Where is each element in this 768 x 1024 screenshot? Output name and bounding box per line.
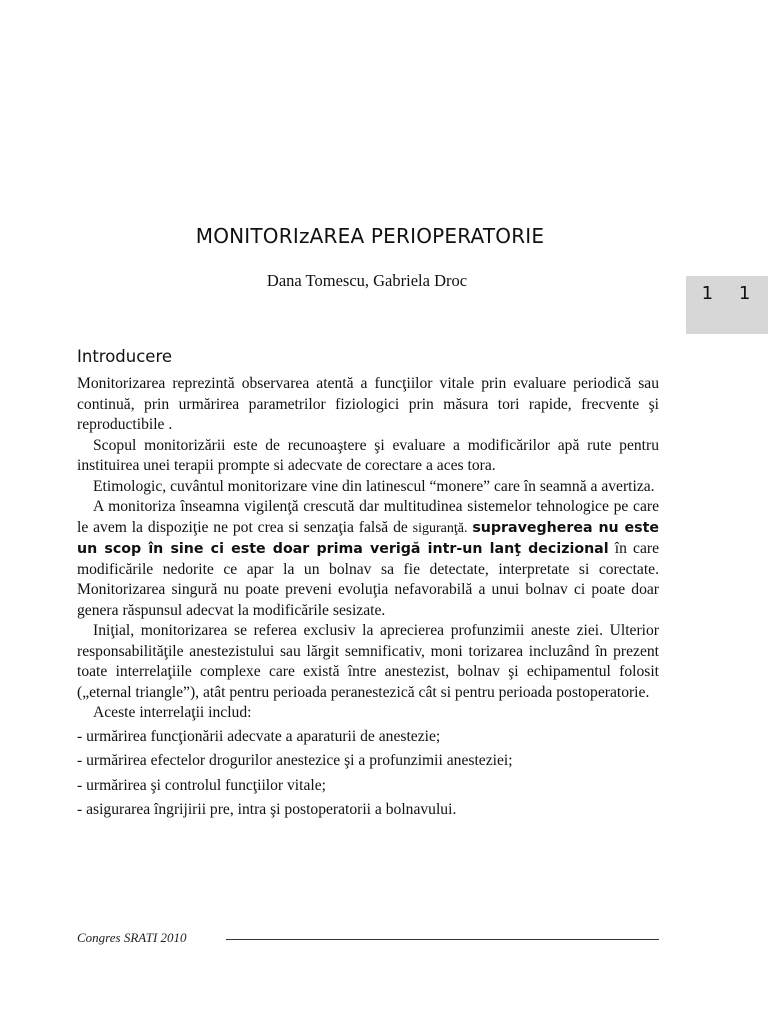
paragraph: Monitorizarea reprezintă observarea atentă a funcţiilor vitale prin evaluare periodică sau continuă, prin urmărirea parametrilor fiziologici prin măsura tori rapide, frecvente şi reproductibile . <box>77 375 659 433</box>
page-footer <box>77 930 659 950</box>
list-item: - urmărirea funcţionării adecvate a aparaturii de anestezie; <box>77 727 441 745</box>
page-title: MONITORIzAREA PERIOPERATORIE <box>195 224 545 248</box>
list-item: - asigurarea îngrijirii pre, intra şi postoperatorii a bolnavului. <box>77 801 457 818</box>
interrelations-list <box>77 727 659 821</box>
body-text <box>77 374 659 825</box>
chapter-tab <box>686 276 768 334</box>
paragraph-text: în care modificările nedorite ce apar la un bolnav sa fie detectate, interpretate si corectate. Monitorizarea singură nu poate preveni evoluţia nefavorabilă a unui bolnav ci poate doar genera răspunsul adecvat la modificările sesizate. <box>77 540 660 619</box>
paragraph-text: A monitoriza înseamna vigilenţă crescută dar multitudinea sistemelor tehnologice pe care le avem la dispoziţie ne pot crea si senzaţia falsă de <box>77 498 659 536</box>
paragraph <box>77 497 659 621</box>
authors: Dana Tomescu, Gabriela Droc <box>266 271 468 290</box>
paragraph: Scopul monitorizării este de recunoaştere şi evaluare a modificărilor apă rute pentru instituirea unei terapii prompte si adecvate de corectare a aces tora. <box>77 436 659 474</box>
list-item: - urmărirea efectelor drogurilor anestezice şi a profunzimii anesteziei; <box>77 752 513 769</box>
section-heading: Introducere <box>77 347 173 366</box>
footer-text: Congres SRATI 2010 <box>77 930 187 945</box>
list-item: - urmărirea şi controlul funcţiilor vitale; <box>77 776 326 794</box>
paragraph: Iniţial, monitorizarea se referea exclusiv la aprecierea profunzimii aneste ziei. Ulterior responsabilităţile anestezistului sau lărgit semnificativ, moni torizarea incluzând în prezent toate interrelaţiile complexe care există între anestezist, bolnav şi echipamentul folosit („eternal triangle”), atât pentru perioada peranestezică cât si pentru perioada postoperatorie. <box>77 622 659 701</box>
bold-emphasis: supravegherea nu este un scop în sine ci este doar prima verigă intr-un lanţ decizional <box>77 519 660 557</box>
paragraph: Aceste interrelaţii includ: <box>93 704 252 721</box>
paragraph-text: siguranţă. <box>412 520 468 536</box>
paragraph: Etimologic, cuvântul monitorizare vine din latinescul “monere” care în seamnă a avertiza. <box>93 477 655 495</box>
chapter-number: 1 1 <box>701 283 761 304</box>
footer-divider <box>226 939 659 940</box>
